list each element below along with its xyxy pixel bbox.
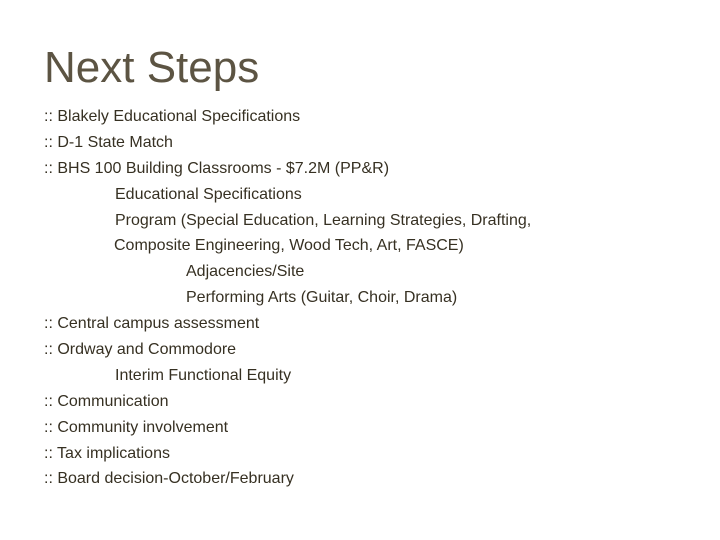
- sub-bullet-item: Educational Specifications: [115, 185, 302, 203]
- bullet-item: :: Communication: [44, 392, 169, 410]
- bullet-item: :: Ordway and Commodore: [44, 341, 237, 359]
- slide-title: Next Steps: [44, 43, 260, 92]
- bullet-list: [44, 104, 704, 492]
- sub-bullet-item: Interim Functional Equity: [115, 366, 292, 384]
- bullet-item: :: Board decision-October/February: [44, 470, 294, 488]
- bullet-item: :: BHS 100 Building Classrooms - $7.2M (PP&R): [44, 159, 390, 177]
- bullet-item: :: Tax implications: [44, 444, 170, 462]
- bullet-item: :: Community involvement: [44, 418, 229, 436]
- bullet-item: :: Central campus assessment: [44, 315, 260, 333]
- bullet-item: :: Blakely Educational Specifications: [44, 108, 301, 125]
- sub-bullet-item: Program (Special Education, Learning Strategies, Drafting,: [115, 211, 532, 229]
- bullet-item: :: D-1 State Match: [44, 133, 173, 151]
- sub-bullet-item: Composite Engineering, Wood Tech, Art, FASCE): [114, 237, 464, 255]
- sub-sub-bullet-item: Adjacencies/Site: [186, 263, 305, 281]
- sub-sub-bullet-item: Performing Arts (Guitar, Choir, Drama): [186, 289, 458, 307]
